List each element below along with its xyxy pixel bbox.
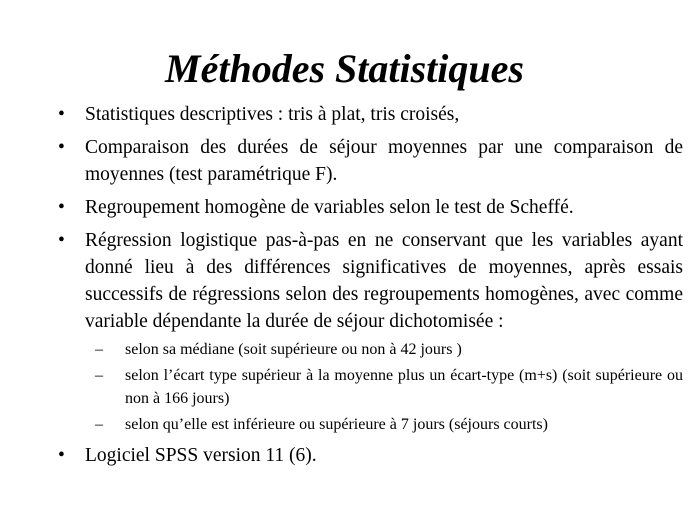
bullet-marker: • (58, 137, 65, 158)
bullet-text: Regroupement homogène de variables selon le test de Scheffé. (85, 197, 574, 218)
bullet-text: Régression logistique pas-à-pas en ne conservant que les variables ayant donné lieu à des différences significatives de moyennes, après essais successifs de régressions selon des regroupements homogènes, avec comme variable dépendante la durée de séjour dichotomisée : (85, 230, 683, 332)
sub-text: selon sa médiane (soit supérieure ou non à 42 jours ) (125, 341, 462, 358)
sub-marker: – (95, 341, 103, 358)
sub-item (85, 413, 683, 436)
sub-item (85, 338, 683, 361)
sub-list (85, 338, 683, 436)
slide-title: Méthodes Statistiques (165, 46, 524, 91)
bullet-marker: • (58, 197, 65, 218)
bullet-text: Comparaison des durées de séjour moyennes par une comparaison de moyennes (test paramétrique F). (85, 137, 683, 185)
bullet-marker: • (58, 104, 65, 125)
sub-text: selon l’écart type supérieur à la moyenne plus un écart-type (m+s) (soit supérieure ou non à 166 jours) (125, 367, 683, 407)
bullet-marker: • (58, 230, 65, 251)
sub-item (85, 364, 683, 410)
bullet-marker: • (58, 445, 65, 466)
bullet-item (58, 101, 683, 128)
bullet-text: Logiciel SPSS version 11 (6). (85, 445, 317, 466)
bullet-item (58, 194, 683, 221)
sub-text: selon qu’elle est inférieure ou supérieure à 7 jours (séjours courts) (125, 416, 548, 433)
sub-marker: – (95, 416, 103, 433)
bullet-item (58, 227, 683, 436)
bullet-text: Statistiques descriptives : tris à plat, tris croisés, (85, 104, 460, 125)
sub-marker: – (95, 367, 103, 384)
bullet-item (58, 134, 683, 188)
bullet-list (58, 101, 683, 475)
bullet-item (58, 442, 683, 469)
